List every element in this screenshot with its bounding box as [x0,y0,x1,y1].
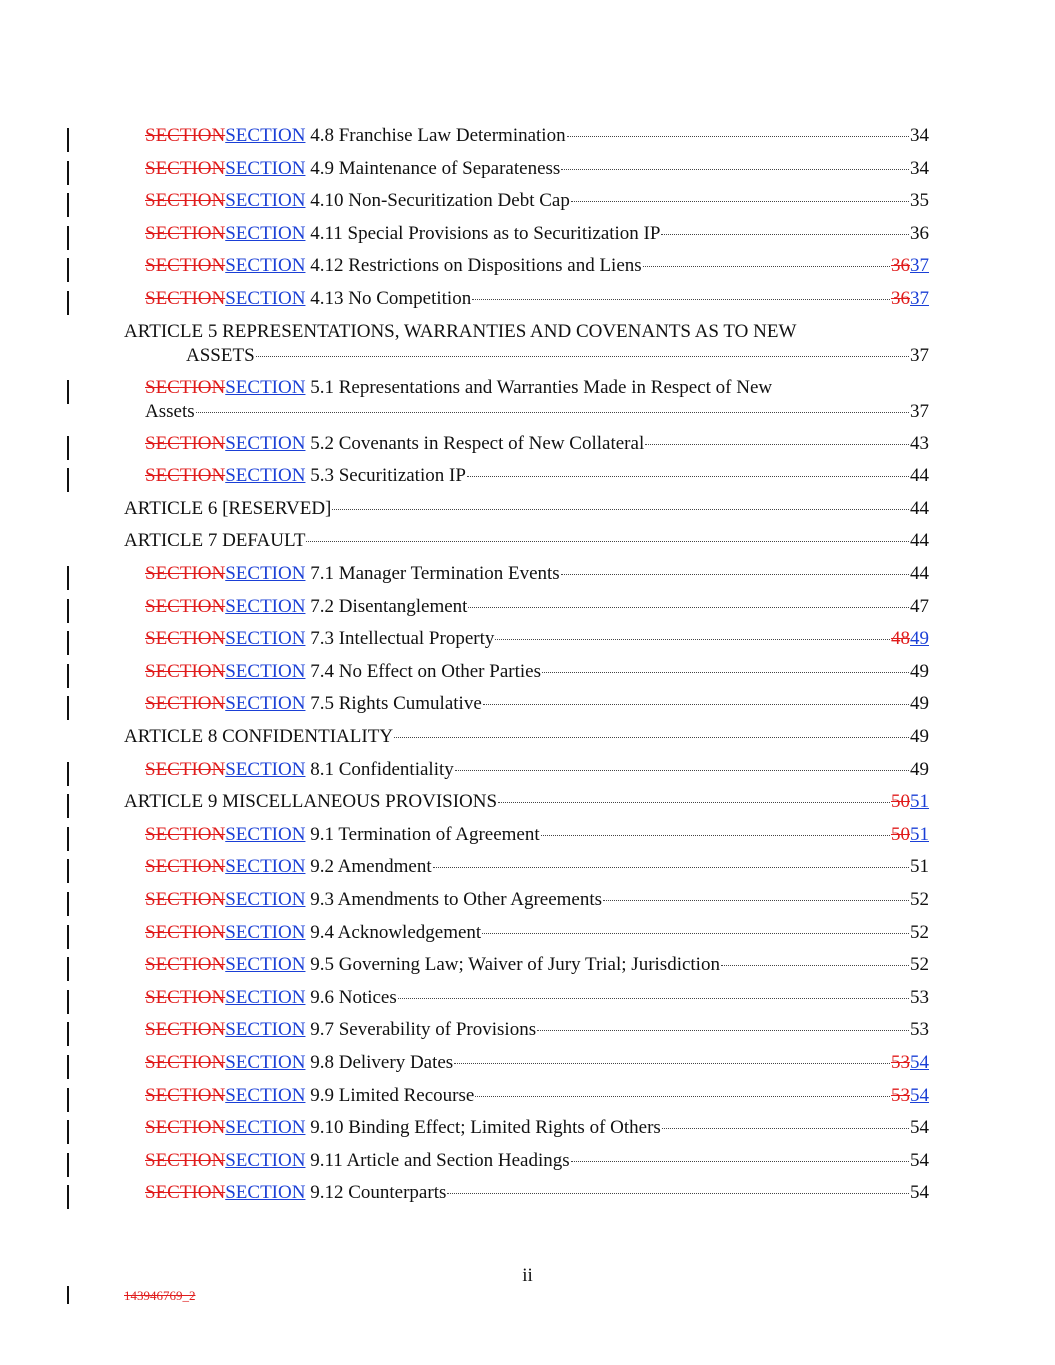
toc-entry[interactable] [0,823,1055,856]
page-ref: 54 [910,1182,929,1204]
dot-leader [498,802,890,803]
deleted-text: SECTION [145,1052,226,1073]
deleted-text: SECTION [145,190,226,212]
toc-entry[interactable] [0,497,1055,530]
toc-entry[interactable] [0,432,1055,465]
toc-entry[interactable] [0,254,1055,287]
toc-entry[interactable] [0,627,1055,660]
toc-entry-line [145,376,929,400]
change-bar [67,859,69,883]
inserted-link[interactable]: SECTION [225,628,306,650]
toc-entry-line [186,344,929,368]
change-bar [67,957,69,981]
deleted-page: 48 [891,628,910,650]
change-bar [67,1120,69,1144]
toc-title: 9.8 Delivery Dates [305,1052,454,1073]
toc-entry-line [124,497,929,521]
toc-entry[interactable] [0,660,1055,693]
change-bar [67,794,69,818]
change-bar [67,226,69,250]
page-ref: 49 [910,726,929,747]
toc-entry-line [145,1051,929,1075]
page-ref: 44 [910,497,929,519]
dot-leader [645,444,909,445]
change-bar [67,128,69,152]
change-bar [67,599,69,623]
inserted-page[interactable]: 54 [910,1052,929,1073]
toc-entry-line [145,1084,929,1108]
dot-leader [643,266,890,267]
deleted-text: SECTION [145,954,226,976]
change-bar [67,925,69,949]
inserted-link[interactable]: SECTION [225,1149,306,1171]
deleted-text: SECTION [145,595,226,617]
deleted-text: SECTION [145,465,226,487]
toc-entry-line [145,855,929,879]
toc-entry[interactable] [0,157,1055,190]
page-ref: 49 [910,660,929,682]
deleted-text: SECTION [145,1084,226,1106]
deleted-text: SECTION [145,563,226,584]
inserted-link[interactable]: SECTION [225,465,306,487]
deleted-text: SECTION [145,222,226,244]
page-ref [891,790,929,814]
page-ref [891,1051,929,1075]
page-ref: 34 [910,125,929,146]
page-ref: 44 [910,563,929,584]
toc-entry-line [145,464,929,488]
inserted-link[interactable]: SECTION [225,190,306,212]
change-bar [67,1022,69,1046]
page-ref: 36 [910,222,929,244]
inserted-link[interactable]: SECTION [225,222,306,244]
change-bar [67,631,69,655]
deleted-text: SECTION [145,1019,226,1041]
toc-entry-line [124,725,929,749]
dot-leader [475,1096,890,1097]
dot-leader [661,234,909,235]
inserted-link[interactable]: SECTION [225,432,306,454]
toc-entry-line [145,124,929,148]
dot-leader [561,169,909,170]
toc-entry-line [145,595,929,619]
toc-entry-line [145,823,929,847]
toc-title: 9.1 Termination of Agreement [305,823,540,845]
deleted-text: SECTION [145,758,226,780]
toc-title: 9.9 Limited Recourse [305,1084,475,1106]
inserted-link[interactable]: SECTION [225,856,306,878]
toc-title-continued: ASSETS [186,344,255,366]
deleted-text: SECTION [145,157,226,179]
toc-entry[interactable] [0,692,1055,725]
inserted-link[interactable]: SECTION [225,1117,306,1139]
toc-title: 5.2 Covenants in Respect of New Collateral [305,432,645,454]
toc-title: ARTICLE 8 CONFIDENTIALITY [124,726,394,747]
toc-title: 7.3 Intellectual Property [305,628,495,650]
inserted-link[interactable]: SECTION [225,125,306,146]
toc-entry-line [145,222,929,246]
dot-leader [561,574,909,575]
page-ref [891,287,929,311]
dot-leader [472,299,890,300]
dot-leader [541,835,890,836]
toc-title: 4.13 No Competition [305,288,472,309]
toc-entry-line [145,432,929,456]
toc-title: 8.1 Confidentiality [305,758,454,780]
page-ref: 53 [910,986,929,1008]
page-ref: 49 [910,758,929,780]
inserted-link[interactable]: SECTION [225,823,306,845]
toc-title: 7.1 Manager Termination Events [305,563,560,584]
toc-entry[interactable] [0,287,1055,320]
page-ref [891,627,929,651]
inserted-page[interactable]: 51 [910,791,929,813]
toc-title-continued: Assets [145,400,195,422]
toc-title: 9.7 Severability of Provisions [305,1019,537,1041]
dot-leader [482,933,909,934]
inserted-link[interactable]: SECTION [225,157,306,179]
inserted-link[interactable]: SECTION [225,986,306,1008]
dot-leader [306,541,909,542]
deleted-text: SECTION [145,693,226,715]
toc-entry-line [145,660,929,684]
inserted-link[interactable]: SECTION [225,889,306,910]
toc-title: 4.11 Special Provisions as to Securitization IP [305,222,661,244]
dot-leader [196,412,909,413]
toc-title: 7.2 Disentanglement [305,595,468,617]
deleted-text: SECTION [145,628,226,650]
toc-entry[interactable] [0,595,1055,628]
change-bar [67,380,69,404]
deleted-text: SECTION [145,376,226,398]
deleted-text: SECTION [145,288,226,309]
deleted-page: 50 [891,823,910,845]
toc-title: 9.2 Amendment [305,856,432,878]
toc-entry-line [145,1149,929,1173]
toc-entry-line [145,921,929,945]
toc-entry[interactable] [0,320,1055,376]
toc-title: 7.4 No Effect on Other Parties [305,660,541,682]
deleted-text: SECTION [145,432,226,454]
toc-entry-line [145,562,929,586]
deleted-text: SECTION [145,1182,226,1204]
dot-leader [447,1193,909,1194]
deleted-text: SECTION [145,823,226,845]
deleted-text: SECTION [145,889,226,910]
deleted-page: 53 [891,1052,910,1073]
change-bar [67,892,69,916]
toc-entry[interactable] [0,1018,1055,1051]
page-ref: 37 [910,400,929,422]
inserted-page[interactable]: 51 [910,823,929,845]
deleted-page: 36 [891,255,910,277]
dot-leader [454,1063,890,1064]
inserted-link[interactable]: SECTION [225,660,306,682]
toc-entry[interactable] [0,189,1055,222]
inserted-link[interactable]: SECTION [225,255,306,277]
page-ref: 52 [910,954,929,976]
change-bar [67,664,69,688]
page-ref: 52 [910,921,929,943]
inserted-link[interactable]: SECTION [225,563,306,584]
dot-leader [567,136,909,137]
toc-entry[interactable] [0,222,1055,255]
toc-entry-line [145,254,929,278]
page-ref: 53 [910,1019,929,1041]
page-ref: 52 [910,889,929,910]
toc-entry-line [145,400,929,424]
dot-leader [537,1030,909,1031]
toc-entry-line [145,953,929,977]
deleted-text: SECTION [145,660,226,682]
change-bar [67,1185,69,1209]
page-ref: 49 [910,693,929,715]
dot-leader [468,607,909,608]
toc-entry[interactable] [0,1051,1055,1084]
inserted-link[interactable]: SECTION [225,954,306,976]
toc-entry[interactable] [0,888,1055,921]
dot-leader [332,509,909,510]
page-ref [891,823,929,847]
toc-entry[interactable] [0,1084,1055,1117]
inserted-link[interactable]: SECTION [225,921,306,943]
page-ref: 44 [910,530,929,552]
page-ref: 51 [910,856,929,878]
dot-leader [542,672,909,673]
dot-leader [571,201,909,202]
toc-entry-line [145,692,929,716]
toc-title: 9.3 Amendments to Other Agreements [305,889,603,910]
toc-title: 9.12 Counterparts [305,1182,447,1204]
toc-entry-line [124,790,929,814]
toc-entry-line [145,157,929,181]
change-bar [67,1088,69,1112]
toc-title: 4.9 Maintenance of Separateness [305,157,561,179]
toc-entry[interactable] [0,758,1055,791]
dot-leader [467,476,909,477]
dot-leader [433,867,909,868]
toc-title: 4.12 Restrictions on Dispositions and Liens [305,255,642,277]
deleted-page: 36 [891,288,910,309]
page-ref: 44 [910,465,929,487]
inserted-link[interactable]: SECTION [225,288,306,309]
toc-entry[interactable] [0,1149,1055,1182]
page-ref [891,1084,929,1108]
inserted-link[interactable]: SECTION [225,1084,306,1106]
inserted-page[interactable]: 37 [910,255,929,277]
dot-leader [603,900,909,901]
toc-entry[interactable] [0,855,1055,888]
toc-title: ARTICLE 7 DEFAULT [124,530,306,552]
toc-entry[interactable] [0,562,1055,595]
toc-entry-line [145,1116,929,1140]
dot-leader [256,356,909,357]
page-ref: 35 [910,190,929,212]
toc-entry[interactable] [0,986,1055,1019]
toc-entry[interactable] [0,790,1055,823]
toc-title: ARTICLE 9 MISCELLANEOUS PROVISIONS [124,791,498,813]
dot-leader [483,704,909,705]
page-ref [891,254,929,278]
document-id: 143946769_2 [124,1288,196,1303]
inserted-link[interactable]: SECTION [225,693,306,715]
deleted-text: SECTION [145,856,226,878]
toc-title: 9.5 Governing Law; Waiver of Jury Trial; Jurisdiction [305,954,720,976]
toc-title: 9.11 Article and Section Headings [305,1149,570,1171]
toc-title: 9.6 Notices [305,986,397,1008]
toc-entry-line [145,986,929,1010]
change-bar [67,827,69,851]
deleted-text: SECTION [145,1117,226,1139]
deleted-text: SECTION [145,1149,226,1171]
dot-leader [721,965,909,966]
dot-leader [394,737,909,738]
toc-entry[interactable] [0,725,1055,758]
change-bar [67,258,69,282]
toc-title: ARTICLE 5 REPRESENTATIONS, WARRANTIES AND COVENANTS AS TO NEW [124,320,797,342]
page-number: ii [522,1265,533,1286]
toc-entry[interactable] [0,921,1055,954]
deleted-page: 50 [891,791,910,813]
dot-leader [662,1128,909,1129]
toc-entry-line [145,888,929,912]
inserted-link[interactable]: SECTION [225,1019,306,1041]
inserted-page[interactable]: 37 [910,288,929,309]
dot-leader [398,998,909,999]
page-ref: 54 [910,1117,929,1139]
change-bar [67,161,69,185]
change-bar [67,193,69,217]
toc-entry-line [145,1181,929,1205]
inserted-link[interactable]: SECTION [225,1052,306,1073]
toc-entry-line [145,758,929,782]
dot-leader [571,1161,909,1162]
dot-leader [455,770,909,771]
toc-title: 5.3 Securitization IP [305,465,466,487]
page-ref: 37 [910,344,929,366]
page-ref: 54 [910,1149,929,1171]
change-bar [67,1055,69,1079]
toc-entry[interactable] [0,464,1055,497]
deleted-page: 53 [891,1084,910,1106]
toc-title: 4.10 Non-Securitization Debt Cap [305,190,570,212]
toc-title: 7.5 Rights Cumulative [305,693,482,715]
deleted-text: SECTION [145,125,226,146]
dot-leader [495,639,890,640]
change-bar [67,436,69,460]
page-ref: 47 [910,595,929,617]
toc-title: 9.10 Binding Effect; Limited Rights of Others [305,1117,661,1139]
page-ref: 34 [910,157,929,179]
toc-title: 9.4 Acknowledgement [305,921,482,943]
toc-title: ARTICLE 6 [RESERVED] [124,497,332,519]
inserted-page[interactable]: 54 [910,1084,929,1106]
inserted-link[interactable]: SECTION [225,595,306,617]
change-bar [67,468,69,492]
toc-entry[interactable] [0,529,1055,562]
toc-title: 4.8 Franchise Law Determination [305,125,566,146]
change-bar [67,990,69,1014]
toc-entry-line [145,287,929,311]
change-bar [67,696,69,720]
change-bar [67,1153,69,1177]
inserted-link[interactable]: SECTION [225,376,306,398]
change-bar [67,1286,69,1304]
change-bar [67,566,69,590]
page-ref: 43 [910,432,929,454]
toc-entry-line [124,320,929,344]
change-bar [67,291,69,315]
inserted-link[interactable]: SECTION [225,1182,306,1204]
deleted-text: SECTION [145,255,226,277]
toc-entry-line [124,529,929,553]
toc-entry[interactable] [0,953,1055,986]
toc-entry[interactable] [0,1181,1055,1214]
inserted-link[interactable]: SECTION [225,758,306,780]
toc-entry-line [145,1018,929,1042]
toc-entry[interactable] [0,124,1055,157]
toc-title: 5.1 Representations and Warranties Made in Respect of New [305,376,773,398]
change-bar [67,762,69,786]
toc-entry-line [145,627,929,651]
deleted-text: SECTION [145,986,226,1008]
inserted-page[interactable]: 49 [910,628,929,650]
toc-entry-line [145,189,929,213]
deleted-text: SECTION [145,921,226,943]
toc-entry[interactable] [0,376,1055,432]
toc-entry[interactable] [0,1116,1055,1149]
